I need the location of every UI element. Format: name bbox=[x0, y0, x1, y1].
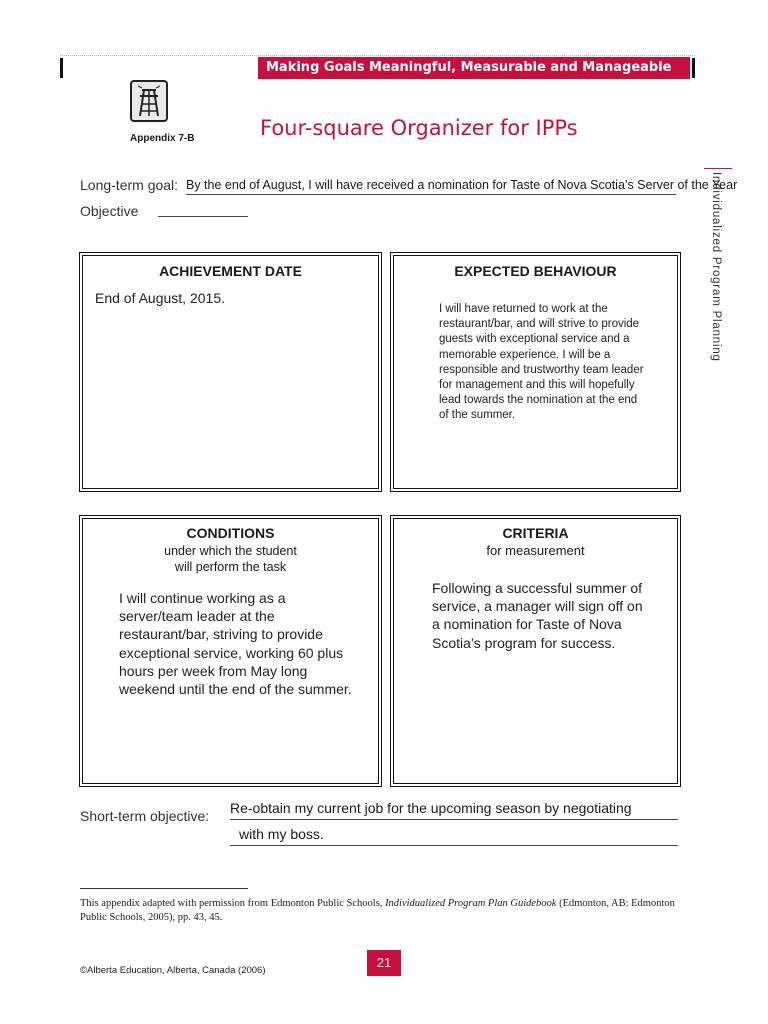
conditions-box bbox=[82, 518, 379, 784]
page-title: Four-square Organizer for IPPs bbox=[260, 116, 578, 140]
criteria-title: CRITERIA bbox=[502, 525, 569, 541]
page-number: 21 bbox=[367, 950, 401, 976]
section-banner: Making Goals Meaningful, Measurable and Manageable bbox=[258, 57, 690, 79]
long-term-goal-label: Long-term goal: bbox=[80, 177, 179, 193]
short-term-objective-label: Short-term objective: bbox=[80, 808, 210, 824]
header-right-tick bbox=[692, 58, 695, 78]
footnote-prefix: This appendix adapted with permission from Edmonton Public Schools, bbox=[80, 898, 386, 909]
footnote-book-title: Individualized Program Plan Guidebook bbox=[385, 898, 557, 909]
criteria-subtitle: for measurement bbox=[486, 543, 585, 558]
conditions-subtitle: under which the student will perform the task bbox=[164, 544, 297, 574]
objective-blank bbox=[158, 216, 248, 217]
criteria-body: Following a successful summer of service, a manager will sign off on a nomination for Taste of Nova Scotia’s program for success. bbox=[432, 580, 643, 651]
footnote bbox=[80, 897, 680, 925]
criteria-box bbox=[393, 518, 678, 784]
side-label: Individualized Program Planning bbox=[710, 172, 722, 362]
conditions-body: I will continue working as a server/team leader at the restaurant/bar, striving to provide exceptional service, working 60 plus hours per week from May long weekend until the end of the summer. bbox=[119, 590, 352, 698]
appendix-label: Appendix 7-B bbox=[130, 133, 195, 144]
expected-behaviour-box bbox=[393, 255, 678, 489]
achievement-date-title: ACHIEVEMENT DATE bbox=[159, 263, 302, 279]
long-term-goal-value: By the end of August, I will have received a nomination for Taste of Nova Scotia’s Server of the Year bbox=[186, 177, 676, 195]
footnote-suffix: (Edmonton, AB: Edmonton Public Schools, 2005), pp. 43, 45. bbox=[80, 898, 675, 923]
header-left-tick bbox=[60, 58, 63, 78]
expected-behaviour-title: EXPECTED BEHAVIOUR bbox=[454, 263, 617, 279]
tower-icon bbox=[130, 80, 168, 122]
objective-label: Objective bbox=[80, 203, 139, 219]
achievement-date-body: End of August, 2015. bbox=[95, 290, 225, 306]
expected-behaviour-body: I will have returned to work at the restaurant/bar, and will strive to provide guests with exceptional service and a memorable experience. I will be a responsible and trustworthy team leader for management and this will hopefully lead towards the nomination at the end of the summer. bbox=[439, 303, 644, 422]
short-term-objective-line-1: Re-obtain my current job for the upcoming season by negotiating bbox=[230, 800, 678, 820]
copyright: ©Alberta Education, Alberta, Canada (2006) bbox=[80, 965, 266, 976]
short-term-objective-line-2: with my boss. bbox=[230, 826, 678, 846]
conditions-title: CONDITIONS bbox=[186, 525, 275, 541]
header-rule bbox=[60, 55, 695, 56]
achievement-date-box bbox=[82, 255, 379, 489]
side-accent-rule bbox=[704, 168, 732, 169]
footnote-rule bbox=[80, 888, 248, 889]
